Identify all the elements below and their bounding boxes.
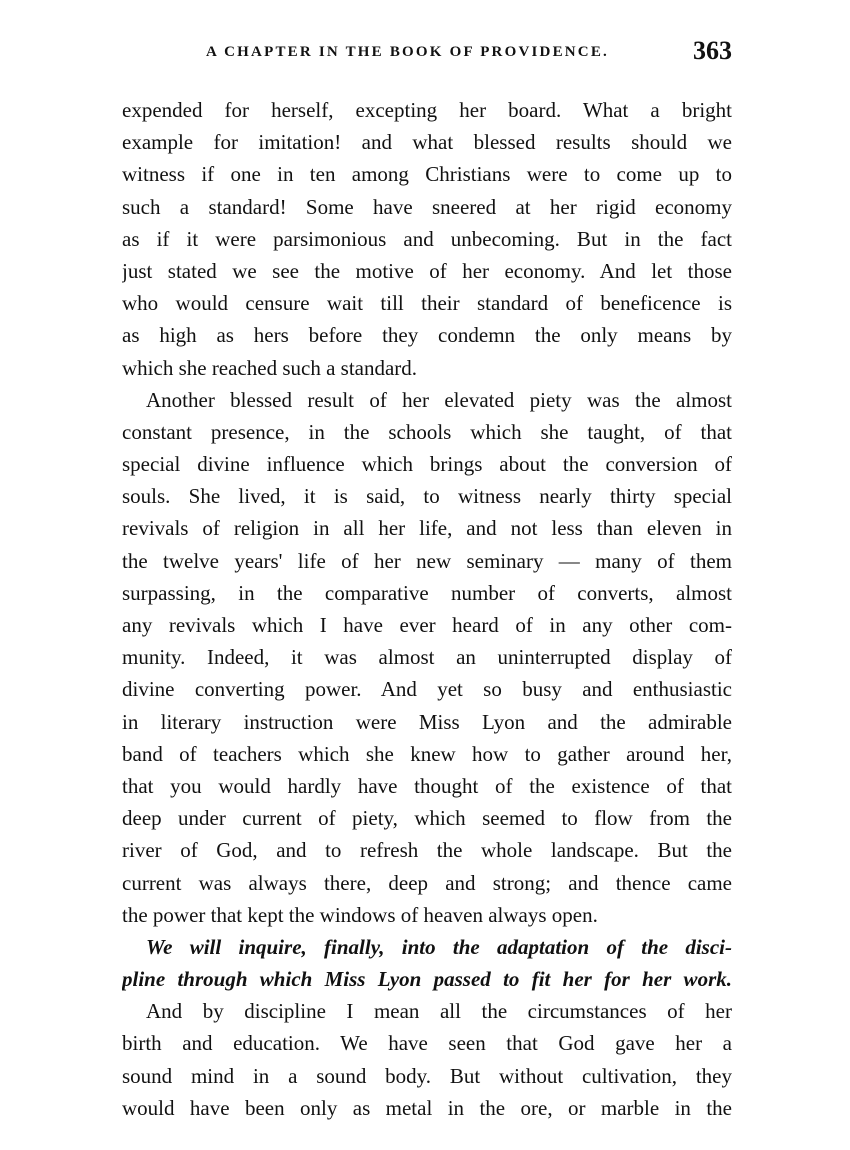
page-number: 363 [693, 36, 732, 65]
text-line: surpassing, in the comparative number of converts, almost [122, 580, 732, 605]
text-line: river of God, and to refresh the whole landscape. But the [122, 838, 732, 863]
text-line: deep under current of piety, which seemed to flow from the [122, 806, 732, 831]
text-line: expended for herself, excepting her board. What a bright [122, 98, 732, 122]
text-line: current was always there, deep and strong; and thence came [122, 870, 732, 895]
text-line: divine converting power. And yet so busy and enthusiastic [122, 677, 732, 702]
text-line: who would censure wait till their standard of beneficence is [122, 291, 732, 316]
text-line: the twelve years' life of her new seminary — many of them [122, 548, 732, 573]
text-line: would have been only as metal in the ore, or marble in the [122, 1095, 732, 1120]
body-text [122, 94, 732, 1124]
text-line: birth and education. We have seen that God gave her a [122, 1031, 732, 1056]
running-title: A CHAPTER IN THE BOOK OF PROVIDENCE. [206, 44, 609, 60]
text-line: that you would hardly have thought of the existence of that [122, 773, 732, 798]
text-line: And by discipline I mean all the circumstances of her [146, 999, 732, 1024]
text-line: constant presence, in the schools which she taught, of that [122, 419, 732, 444]
text-line: as high as hers before they condemn the only means by [122, 323, 732, 348]
text-line: example for imitation! and what blessed results should we [122, 130, 732, 155]
text-line: special divine influence which brings about the conversion of [122, 452, 732, 477]
text-line: the power that kept the windows of heaven always open. [122, 902, 598, 927]
text-line: just stated we see the motive of her economy. And let those [122, 258, 732, 283]
text-line: as if it were parsimonious and unbecoming. But in the fact [122, 226, 732, 251]
text-line: which she reached such a standard. [122, 355, 418, 380]
text-line: witness if one in ten among Christians were to come up to [122, 162, 732, 187]
text-line: We will inquire, finally, into the adaptation of the disci- [146, 934, 732, 959]
text-line: munity. Indeed, it was almost an uninterrupted display of [122, 645, 732, 670]
text-line: any revivals which I have ever heard of in any other com- [122, 613, 732, 637]
text-line: band of teachers which she knew how to gather around her, [122, 741, 732, 766]
text-line: sound mind in a sound body. But without cultivation, they [122, 1063, 732, 1088]
text-line: such a standard! Some have sneered at her rigid economy [122, 194, 732, 219]
text-line: revivals of religion in all her life, and not less than eleven in [122, 516, 732, 541]
text-line: Another blessed result of her elevated piety was the almost [146, 387, 732, 412]
text-line: pline through which Miss Lyon passed to fit her for her work. [122, 967, 732, 992]
text-line: souls. She lived, it is said, to witness nearly thirty special [122, 484, 732, 509]
text-line: in literary instruction were Miss Lyon and the admirable [122, 709, 732, 734]
page-header [122, 36, 732, 72]
